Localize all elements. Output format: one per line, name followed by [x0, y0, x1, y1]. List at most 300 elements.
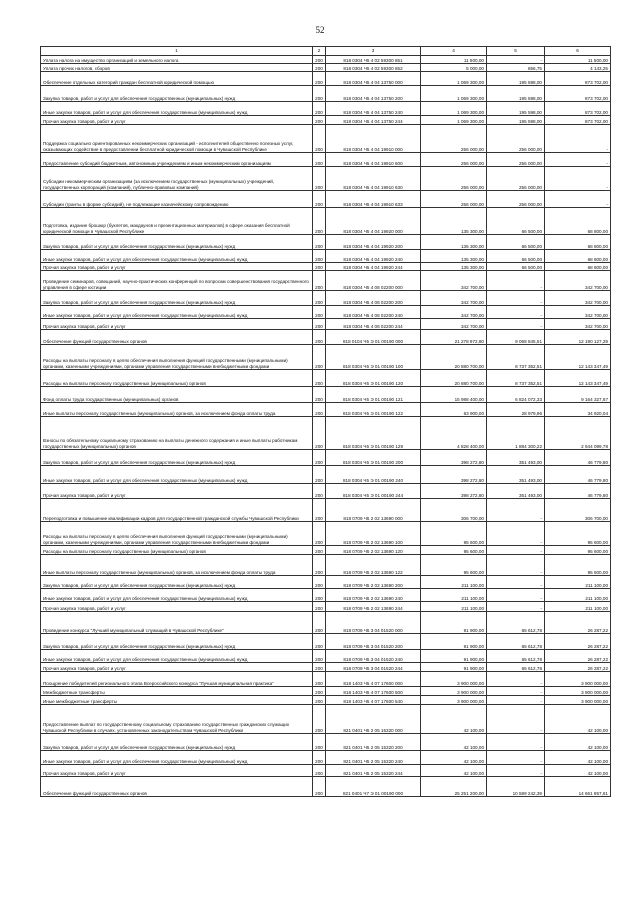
table-row: [41, 56, 611, 64]
row-budget-code-cell: 818 0304 Ч5 4 04 13750 244: [326, 116, 421, 125]
row-name-cell: Поощрение победителей регионального этапа Всероссийского конкурса "Лучшая муниципальная практика": [41, 672, 313, 687]
row-executed-amount-cell: 256 000,00: [487, 167, 545, 191]
row-budget-code-cell: 818 1403 Ч5 4 07 17600 500: [326, 687, 421, 696]
table-row: [41, 546, 611, 555]
row-approved-amount-cell: 20 880 700,00: [421, 345, 487, 370]
table-row: [41, 102, 611, 116]
row-executed-amount-cell: -: [487, 696, 545, 705]
row-budget-code-cell: 818 0304 Ч5 4 04 19920 244: [326, 263, 421, 271]
row-unexecuted-amount-cell: 873 702,00: [545, 86, 611, 102]
row-approved-amount-cell: 42 100,00: [421, 751, 487, 765]
row-budget-code-cell: 821 0401 Ч5 2 05 15320 000: [326, 705, 421, 734]
row-line-code-cell: 200: [313, 672, 326, 687]
row-line-code-cell: 200: [313, 291, 326, 306]
row-budget-code-cell: 821 0401 Ч5 2 05 15320 200: [326, 734, 421, 751]
row-line-code-cell: 200: [313, 116, 326, 125]
row-approved-amount-cell: 11 500,00: [421, 56, 487, 64]
row-unexecuted-amount-cell: 42 100,00: [545, 734, 611, 751]
row-name-cell: Иные межбюджетные трансферты: [41, 696, 313, 705]
table-row: [41, 64, 611, 72]
table-row: [41, 672, 611, 687]
row-budget-code-cell: 818 0709 Ч5 3 04 01520 200: [326, 634, 421, 650]
row-unexecuted-amount-cell: 873 702,00: [545, 72, 611, 86]
row-name-cell: Переподготовка и повышение квалификации кадров для государственной гражданской службы Чувашской Республики: [41, 499, 313, 522]
row-name-cell: Прочая закупка товаров, работ и услуг: [41, 116, 313, 125]
table-row: [41, 263, 611, 271]
row-name-cell: Закупка товаров, работ и услуг для обеспечения государственных (муниципальных) нужд: [41, 450, 313, 466]
row-name-cell: Расходы на выплаты персоналу в целях обеспечения выполнения функций государственными (муниципальными) органами, казенными учреждениями, органами управления государственными внебюджетными фондами: [41, 522, 313, 546]
row-budget-code-cell: 818 0104 Ч5 Э 01 00190 000: [326, 330, 421, 345]
row-budget-code-cell: 818 0709 Ч5 3 04 01520 244: [326, 663, 421, 672]
column-number-row: [41, 47, 611, 56]
row-executed-amount-cell: -: [487, 672, 545, 687]
row-name-cell: Предоставление выплат по государственному социальному страхованию государственных гражданских служащих Чувашской Республики в случаях, установленных законодательством Чувашской Республики: [41, 705, 313, 734]
row-approved-amount-cell: 342 700,00: [421, 319, 487, 330]
row-budget-code-cell: 821 0401 Ч7 Э 01 00190 000: [326, 777, 421, 797]
row-unexecuted-amount-cell: 26 287,22: [545, 663, 611, 672]
row-name-cell: Проведение семинаров, совещаний, научно-практических конференций по вопросам совершенствования государственного управления в сфере юстиции: [41, 271, 313, 291]
row-approved-amount-cell: 1 069 300,00: [421, 86, 487, 102]
row-executed-amount-cell: -: [487, 576, 545, 589]
table-row: [41, 634, 611, 650]
row-name-cell: Прочая закупка товаров, работ и услуг: [41, 663, 313, 672]
row-name-cell: Иные закупки товаров, работ и услуг для обеспечения государственных (муниципальных) нужд: [41, 751, 313, 765]
row-line-code-cell: 200: [313, 602, 326, 612]
row-executed-amount-cell: 8 737 352,51: [487, 345, 545, 370]
row-executed-amount-cell: 351 493,00: [487, 466, 545, 484]
row-budget-code-cell: 821 0401 Ч5 2 05 15320 240: [326, 751, 421, 765]
row-budget-code-cell: 818 0304 Ч5 Э 01 00190 129: [326, 417, 421, 450]
row-approved-amount-cell: 342 700,00: [421, 271, 487, 291]
row-line-code-cell: 200: [313, 612, 326, 634]
row-line-code-cell: 200: [313, 306, 326, 319]
row-budget-code-cell: 818 0304 Ч5 4 04 19910 630: [326, 167, 421, 191]
row-line-code-cell: 200: [313, 86, 326, 102]
row-budget-code-cell: 818 0709 Ч5 2 02 13690 000: [326, 499, 421, 522]
row-budget-code-cell: 818 0304 Ч5 4 04 19910 633: [326, 191, 421, 208]
row-name-cell: Обеспечение функций государственных органов: [41, 777, 313, 797]
row-approved-amount-cell: 211 100,00: [421, 602, 487, 612]
row-budget-code-cell: 818 0304 Ч5 4 04 13750 240: [326, 102, 421, 116]
row-executed-amount-cell: -: [487, 271, 545, 291]
row-executed-amount-cell: 856,75: [487, 64, 545, 72]
row-unexecuted-amount-cell: 12 143 347,49: [545, 370, 611, 387]
row-executed-amount-cell: 195 598,00: [487, 116, 545, 125]
row-executed-amount-cell: -: [487, 705, 545, 734]
row-unexecuted-amount-cell: -: [545, 125, 611, 153]
row-name-cell: Иные выплаты персоналу государственных (муниципальных) органов, за исключением фонда оплаты труда: [41, 403, 313, 417]
column-header-line-code: 2: [313, 47, 326, 56]
row-unexecuted-amount-cell: 342 700,00: [545, 306, 611, 319]
row-name-cell: Проведение конкурса "Лучший муниципальный служащий в Чувашской Республике": [41, 612, 313, 634]
row-unexecuted-amount-cell: 4 143,25: [545, 64, 611, 72]
row-line-code-cell: 200: [313, 387, 326, 403]
row-name-cell: Иные закупки товаров, работ и услуг для обеспечения государственных (муниципальных) нужд: [41, 589, 313, 602]
row-unexecuted-amount-cell: 26 287,22: [545, 650, 611, 663]
table-body: [41, 56, 611, 797]
row-unexecuted-amount-cell: 46 779,80: [545, 450, 611, 466]
table-row: [41, 125, 611, 153]
table-row: [41, 86, 611, 102]
table-row: [41, 612, 611, 634]
table-row: [41, 484, 611, 499]
row-unexecuted-amount-cell: 342 700,00: [545, 319, 611, 330]
row-budget-code-cell: 818 1403 Ч5 4 07 17600 000: [326, 672, 421, 687]
table-row: [41, 705, 611, 734]
row-executed-amount-cell: 351 493,00: [487, 450, 545, 466]
row-unexecuted-amount-cell: 14 661 957,61: [545, 777, 611, 797]
row-line-code-cell: 200: [313, 271, 326, 291]
row-executed-amount-cell: 1 884 300,22: [487, 417, 545, 450]
row-line-code-cell: 200: [313, 696, 326, 705]
row-unexecuted-amount-cell: 95 600,00: [545, 546, 611, 555]
row-line-code-cell: 200: [313, 56, 326, 64]
row-approved-amount-cell: 25 251 200,00: [421, 777, 487, 797]
row-budget-code-cell: 818 0709 Ч5 2 02 13690 200: [326, 576, 421, 589]
row-line-code-cell: 200: [313, 663, 326, 672]
column-header-approved: 4: [421, 47, 487, 56]
row-unexecuted-amount-cell: 68 800,00: [545, 250, 611, 263]
table-row: [41, 663, 611, 672]
row-budget-code-cell: 818 0709 Ч5 3 04 01520 240: [326, 650, 421, 663]
row-unexecuted-amount-cell: 26 287,22: [545, 612, 611, 634]
row-unexecuted-amount-cell: 68 800,00: [545, 235, 611, 250]
row-name-cell: Межбюджетные трансферты: [41, 687, 313, 696]
row-budget-code-cell: 818 0304 Ч5 4 08 02200 244: [326, 319, 421, 330]
budget-execution-table: [40, 46, 611, 797]
row-budget-code-cell: 818 0304 Ч5 4 04 19910 000: [326, 125, 421, 153]
row-approved-amount-cell: 398 272,80: [421, 466, 487, 484]
row-approved-amount-cell: 42 100,00: [421, 734, 487, 751]
row-budget-code-cell: 821 0401 Ч5 2 05 15320 244: [326, 765, 421, 777]
row-budget-code-cell: 818 0709 Ч5 2 02 13690 240: [326, 589, 421, 602]
row-line-code-cell: 200: [313, 499, 326, 522]
row-approved-amount-cell: 63 900,00: [421, 403, 487, 417]
row-approved-amount-cell: 15 988 400,00: [421, 387, 487, 403]
row-budget-code-cell: 818 0304 Ч5 Э 01 00190 200: [326, 450, 421, 466]
row-line-code-cell: 200: [313, 263, 326, 271]
row-budget-code-cell: 818 0709 Ч5 2 02 13690 122: [326, 555, 421, 576]
row-executed-amount-cell: 66 500,00: [487, 263, 545, 271]
row-line-code-cell: 200: [313, 765, 326, 777]
row-line-code-cell: 200: [313, 576, 326, 589]
table-row: [41, 330, 611, 345]
row-unexecuted-amount-cell: 9 164 327,67: [545, 387, 611, 403]
row-approved-amount-cell: 42 100,00: [421, 705, 487, 734]
row-unexecuted-amount-cell: 12 190 127,29: [545, 330, 611, 345]
row-approved-amount-cell: 5 000,00: [421, 64, 487, 72]
row-unexecuted-amount-cell: 11 500,00: [545, 56, 611, 64]
row-approved-amount-cell: 4 828 400,00: [421, 417, 487, 450]
row-executed-amount-cell: 65 612,78: [487, 634, 545, 650]
row-executed-amount-cell: -: [487, 751, 545, 765]
row-line-code-cell: 200: [313, 319, 326, 330]
row-executed-amount-cell: -: [487, 522, 545, 546]
row-line-code-cell: 200: [313, 777, 326, 797]
table-row: [41, 403, 611, 417]
row-unexecuted-amount-cell: 3 900 000,00: [545, 687, 611, 696]
table-row: [41, 650, 611, 663]
row-budget-code-cell: 818 0709 Ч5 2 02 13690 120: [326, 546, 421, 555]
row-budget-code-cell: 818 0304 Ч5 Э 01 00190 240: [326, 466, 421, 484]
row-budget-code-cell: 818 0304 Ч5 4 04 19920 200: [326, 235, 421, 250]
row-budget-code-cell: 818 0304 Ч5 4 04 13750 200: [326, 86, 421, 102]
table-row: [41, 450, 611, 466]
table-row: [41, 208, 611, 235]
row-executed-amount-cell: 10 589 242,39: [487, 777, 545, 797]
row-unexecuted-amount-cell: 211 100,00: [545, 602, 611, 612]
row-executed-amount-cell: 195 598,00: [487, 72, 545, 86]
row-line-code-cell: 200: [313, 589, 326, 602]
row-budget-code-cell: 818 0304 Ч5 Э 01 00190 120: [326, 370, 421, 387]
row-line-code-cell: 200: [313, 102, 326, 116]
row-approved-amount-cell: 135 300,00: [421, 263, 487, 271]
row-unexecuted-amount-cell: 211 100,00: [545, 589, 611, 602]
row-name-cell: Расходы на выплаты персоналу в целях обеспечения выполнения функций государственными (муниципальными) органами, казенными учреждениями, органами управления государственными внебюджетными фондами: [41, 345, 313, 370]
table-row: [41, 751, 611, 765]
row-name-cell: Иные закупки товаров, работ и услуг для обеспечения государственных (муниципальных) нужд: [41, 102, 313, 116]
row-approved-amount-cell: 1 069 300,00: [421, 72, 487, 86]
row-executed-amount-cell: 351 493,00: [487, 484, 545, 499]
row-name-cell: Закупка товаров, работ и услуг для обеспечения государственных (муниципальных) нужд: [41, 734, 313, 751]
row-unexecuted-amount-cell: 46 779,80: [545, 484, 611, 499]
row-executed-amount-cell: -: [487, 687, 545, 696]
row-name-cell: Иные закупки товаров, работ и услуг для обеспечения государственных (муниципальных) нужд: [41, 650, 313, 663]
table-row: [41, 602, 611, 612]
row-unexecuted-amount-cell: 3 900 000,00: [545, 672, 611, 687]
row-approved-amount-cell: 3 900 000,00: [421, 672, 487, 687]
row-executed-amount-cell: 65 612,78: [487, 650, 545, 663]
row-unexecuted-amount-cell: 46 779,80: [545, 466, 611, 484]
row-unexecuted-amount-cell: 873 702,00: [545, 102, 611, 116]
row-executed-amount-cell: 195 598,00: [487, 86, 545, 102]
row-line-code-cell: 200: [313, 153, 326, 167]
row-approved-amount-cell: 1 069 300,00: [421, 116, 487, 125]
row-name-cell: Прочая закупка товаров, работ и услуг: [41, 263, 313, 271]
table-row: [41, 345, 611, 370]
row-line-code-cell: 200: [313, 208, 326, 235]
row-budget-code-cell: 818 0304 Ч5 Э 01 00190 121: [326, 387, 421, 403]
row-budget-code-cell: 818 0304 Ч5 4 08 02200 000: [326, 271, 421, 291]
row-approved-amount-cell: 95 600,00: [421, 555, 487, 576]
row-name-cell: Закупка товаров, работ и услуг для обеспечения государственных (муниципальных) нужд: [41, 235, 313, 250]
row-name-cell: Прочая закупка товаров, работ и услуг: [41, 484, 313, 499]
row-executed-amount-cell: -: [487, 319, 545, 330]
row-name-cell: Поддержка социально ориентированных некоммерческих организаций - исполнителей общественно полезных услуг, оказывающих содействие в предоставлении бесплатной юридической помощи в Чувашской Республике: [41, 125, 313, 153]
row-approved-amount-cell: 211 100,00: [421, 576, 487, 589]
row-executed-amount-cell: -: [487, 555, 545, 576]
row-approved-amount-cell: 398 272,80: [421, 484, 487, 499]
row-unexecuted-amount-cell: 2 944 099,78: [545, 417, 611, 450]
row-approved-amount-cell: 21 278 972,80: [421, 330, 487, 345]
row-budget-code-cell: 818 0709 Ч5 3 04 01520 000: [326, 612, 421, 634]
row-executed-amount-cell: -: [487, 499, 545, 522]
row-line-code-cell: 200: [313, 705, 326, 734]
row-line-code-cell: 200: [313, 450, 326, 466]
row-executed-amount-cell: -: [487, 546, 545, 555]
row-unexecuted-amount-cell: 26 287,22: [545, 634, 611, 650]
row-executed-amount-cell: -: [487, 765, 545, 777]
row-unexecuted-amount-cell: 95 600,00: [545, 522, 611, 546]
row-name-cell: Прочая закупка товаров, работ и услуг: [41, 765, 313, 777]
row-line-code-cell: 200: [313, 650, 326, 663]
row-approved-amount-cell: 135 300,00: [421, 235, 487, 250]
row-unexecuted-amount-cell: 42 100,00: [545, 705, 611, 734]
row-approved-amount-cell: 306 700,00: [421, 499, 487, 522]
row-executed-amount-cell: 256 000,00: [487, 125, 545, 153]
row-approved-amount-cell: 135 300,00: [421, 208, 487, 235]
table-row: [41, 72, 611, 86]
row-budget-code-cell: 818 0304 Ч5 Э 01 00190 100: [326, 345, 421, 370]
row-approved-amount-cell: 20 880 700,00: [421, 370, 487, 387]
row-name-cell: Предоставление субсидий бюджетным, автономным учреждениям и иным некоммерческим организациям: [41, 153, 313, 167]
row-unexecuted-amount-cell: 68 800,00: [545, 208, 611, 235]
column-header-name: 1: [41, 47, 313, 56]
row-line-code-cell: 200: [313, 403, 326, 417]
row-budget-code-cell: 818 0304 Ч5 Э 01 00190 244: [326, 484, 421, 499]
row-line-code-cell: 200: [313, 72, 326, 86]
table-row: [41, 499, 611, 522]
column-header-executed: 5: [487, 47, 545, 56]
table-row: [41, 696, 611, 705]
row-name-cell: Закупка товаров, работ и услуг для обеспечения государственных (муниципальных) нужд: [41, 634, 313, 650]
table-row: [41, 291, 611, 306]
row-name-cell: Уплата налога на имущество организаций и земельного налога: [41, 56, 313, 64]
row-unexecuted-amount-cell: 68 800,00: [545, 263, 611, 271]
row-unexecuted-amount-cell: 306 700,00: [545, 499, 611, 522]
table-row: [41, 306, 611, 319]
row-name-cell: Иные закупки товаров, работ и услуг для обеспечения государственных (муниципальных) нужд: [41, 466, 313, 484]
row-line-code-cell: 200: [313, 330, 326, 345]
row-executed-amount-cell: 66 500,00: [487, 250, 545, 263]
row-budget-code-cell: 818 0304 Ч5 4 02 59300 852: [326, 64, 421, 72]
row-budget-code-cell: 818 0709 Ч5 2 02 13690 244: [326, 602, 421, 612]
row-unexecuted-amount-cell: 12 143 347,49: [545, 345, 611, 370]
row-name-cell: Субсидии некоммерческим организациям (за исключением государственных (муниципальных) учреждений, государственных корпораций (компаний), публично-правовых компаний): [41, 167, 313, 191]
table-row: [41, 250, 611, 263]
table-row: [41, 417, 611, 450]
table-row: [41, 370, 611, 387]
row-line-code-cell: 200: [313, 734, 326, 751]
row-executed-amount-cell: 28 979,96: [487, 403, 545, 417]
row-approved-amount-cell: 342 700,00: [421, 306, 487, 319]
row-unexecuted-amount-cell: -: [545, 167, 611, 191]
row-name-cell: Расходы на выплаты персоналу государственных (муниципальных) органов: [41, 370, 313, 387]
row-executed-amount-cell: -: [487, 589, 545, 602]
row-line-code-cell: 200: [313, 522, 326, 546]
table-row: [41, 153, 611, 167]
row-executed-amount-cell: 66 500,00: [487, 208, 545, 235]
table-row: [41, 116, 611, 125]
table-row: [41, 576, 611, 589]
row-name-cell: Подготовка, издание брошюр (буклетов, макдаунов и презентационных материалов) в сфере оказания бесплатной юридической помощи в Чувашской Республике: [41, 208, 313, 235]
table-row: [41, 734, 611, 751]
row-unexecuted-amount-cell: 42 100,00: [545, 751, 611, 765]
row-line-code-cell: 200: [313, 235, 326, 250]
row-budget-code-cell: 818 0304 Ч5 4 04 19910 600: [326, 153, 421, 167]
row-unexecuted-amount-cell: 3 900 000,00: [545, 696, 611, 705]
row-approved-amount-cell: 398 272,80: [421, 450, 487, 466]
row-line-code-cell: 200: [313, 546, 326, 555]
row-line-code-cell: 200: [313, 466, 326, 484]
row-line-code-cell: 200: [313, 167, 326, 191]
row-approved-amount-cell: 91 900,00: [421, 634, 487, 650]
row-name-cell: Закупка товаров, работ и услуг для обеспечения государственных (муниципальных) нужд: [41, 291, 313, 306]
row-line-code-cell: 200: [313, 555, 326, 576]
row-executed-amount-cell: -: [487, 306, 545, 319]
row-executed-amount-cell: -: [487, 734, 545, 751]
row-budget-code-cell: 818 0304 Ч5 4 08 02200 240: [326, 306, 421, 319]
table-row: [41, 235, 611, 250]
table-row: [41, 191, 611, 208]
row-line-code-cell: 200: [313, 417, 326, 450]
row-executed-amount-cell: -: [487, 56, 545, 64]
row-budget-code-cell: 818 0304 Ч5 4 02 59300 851: [326, 56, 421, 64]
row-executed-amount-cell: 6 824 072,33: [487, 387, 545, 403]
table-row: [41, 589, 611, 602]
row-executed-amount-cell: -: [487, 602, 545, 612]
row-name-cell: Прочая закупка товаров, работ и услуг: [41, 319, 313, 330]
row-approved-amount-cell: 3 900 000,00: [421, 696, 487, 705]
row-budget-code-cell: 818 0304 Ч5 4 04 13750 000: [326, 72, 421, 86]
row-name-cell: Закупка товаров, работ и услуг для обеспечения государственных (муниципальных) нужд: [41, 86, 313, 102]
row-name-cell: Взносы по обязательному социальному страхованию на выплаты денежного содержания и иные выплаты работникам государственных (муниципальных) органов: [41, 417, 313, 450]
row-unexecuted-amount-cell: -: [545, 153, 611, 167]
row-executed-amount-cell: 66 500,00: [487, 235, 545, 250]
row-budget-code-cell: 818 0709 Ч5 2 02 13690 100: [326, 522, 421, 546]
table-row: [41, 387, 611, 403]
row-budget-code-cell: 818 1403 Ч5 4 07 17600 540: [326, 696, 421, 705]
row-unexecuted-amount-cell: 873 702,00: [545, 116, 611, 125]
row-executed-amount-cell: 256 000,00: [487, 153, 545, 167]
row-line-code-cell: 200: [313, 64, 326, 72]
row-unexecuted-amount-cell: 342 700,00: [545, 271, 611, 291]
row-name-cell: Расходы на выплаты персоналу государственных (муниципальных) органов: [41, 546, 313, 555]
table-row: [41, 167, 611, 191]
row-approved-amount-cell: 91 900,00: [421, 663, 487, 672]
row-executed-amount-cell: 65 612,78: [487, 663, 545, 672]
row-line-code-cell: 200: [313, 484, 326, 499]
row-executed-amount-cell: 9 068 845,51: [487, 330, 545, 345]
row-line-code-cell: 200: [313, 191, 326, 208]
row-approved-amount-cell: 95 600,00: [421, 546, 487, 555]
row-name-cell: Фонд оплаты труда государственных (муниципальных) органов: [41, 387, 313, 403]
row-line-code-cell: 200: [313, 634, 326, 650]
row-executed-amount-cell: 256 000,00: [487, 191, 545, 208]
row-approved-amount-cell: 95 600,00: [421, 522, 487, 546]
column-header-unexecuted: 6: [545, 47, 611, 56]
row-approved-amount-cell: 211 100,00: [421, 589, 487, 602]
row-budget-code-cell: 818 0304 Ч5 Э 01 00190 122: [326, 403, 421, 417]
row-approved-amount-cell: 256 000,00: [421, 167, 487, 191]
table-row: [41, 687, 611, 696]
row-unexecuted-amount-cell: 95 600,00: [545, 555, 611, 576]
row-line-code-cell: 200: [313, 751, 326, 765]
row-approved-amount-cell: 3 900 000,00: [421, 687, 487, 696]
row-name-cell: Закупка товаров, работ и услуг для обеспечения государственных (муниципальных) нужд: [41, 576, 313, 589]
row-approved-amount-cell: 1 069 300,00: [421, 102, 487, 116]
row-approved-amount-cell: 256 000,00: [421, 125, 487, 153]
row-budget-code-cell: 818 0304 Ч5 4 04 19920 240: [326, 250, 421, 263]
row-line-code-cell: 200: [313, 370, 326, 387]
table-row: [41, 777, 611, 797]
table-row: [41, 555, 611, 576]
row-unexecuted-amount-cell: -: [545, 191, 611, 208]
row-name-cell: Уплата прочих налогов, сборов: [41, 64, 313, 72]
row-approved-amount-cell: 91 900,00: [421, 612, 487, 634]
row-budget-code-cell: 818 0304 Ч5 4 04 19920 000: [326, 208, 421, 235]
table-row: [41, 271, 611, 291]
